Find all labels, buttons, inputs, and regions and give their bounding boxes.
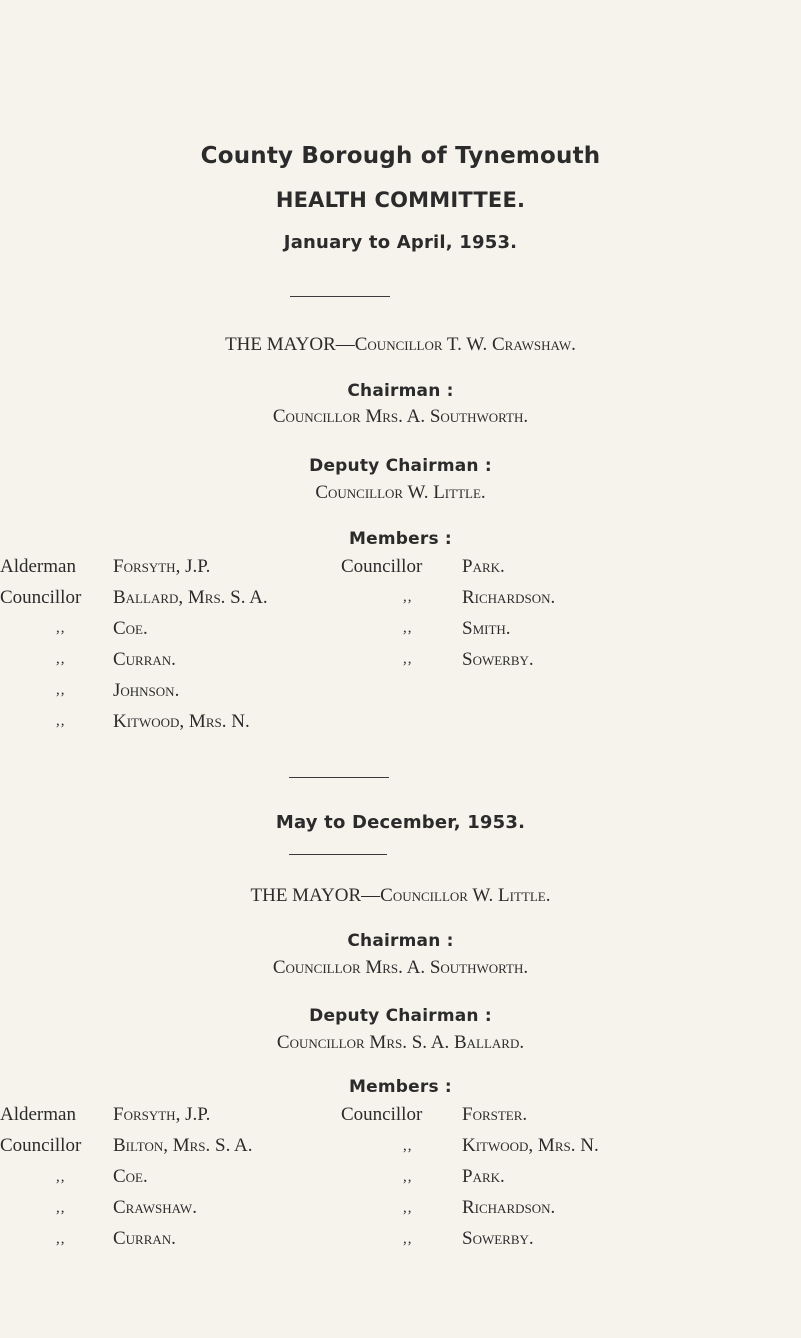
ditto-mark: ,, <box>56 620 66 636</box>
ditto-mark: ,, <box>56 682 66 698</box>
members-label: Members : <box>349 529 452 549</box>
ditto-mark: ,, <box>56 651 66 667</box>
member-name: Curran. <box>113 1228 176 1249</box>
member-name: Curran. <box>113 649 176 670</box>
member-name: Forsyth, J.P. <box>113 556 211 577</box>
member-name: Coe. <box>113 1166 148 1187</box>
committee-title: HEALTH COMMITTEE. <box>275 188 526 212</box>
member-title: Councillor <box>341 556 423 577</box>
mayor-line: THE MAYOR—Councillor T. W. Crawshaw. <box>225 334 576 355</box>
borough-title: County Borough of Tynemouth <box>200 143 601 169</box>
divider <box>289 854 387 855</box>
ditto-mark: ,, <box>403 620 413 636</box>
deputy-chairman-label: Deputy Chairman : <box>309 1006 492 1026</box>
member-name: Park. <box>462 556 505 577</box>
member-name: Kitwood, Mrs. N. <box>462 1135 599 1156</box>
deputy-chairman-label: Deputy Chairman : <box>309 456 492 476</box>
member-name: Sowerby. <box>462 649 534 670</box>
member-title: Councillor <box>0 587 82 608</box>
ditto-mark: ,, <box>403 1138 413 1154</box>
member-name: Forster. <box>462 1104 528 1125</box>
ditto-mark: ,, <box>403 1169 413 1185</box>
divider <box>289 777 389 778</box>
mayor-line: THE MAYOR—Councillor W. Little. <box>250 885 551 906</box>
member-name: Sowerby. <box>462 1228 534 1249</box>
member-title: Alderman <box>0 556 76 577</box>
ditto-mark: ,, <box>56 1200 66 1216</box>
member-name: Johnson. <box>113 680 180 701</box>
period-1-heading: January to April, 1953. <box>283 232 518 253</box>
ditto-mark: ,, <box>403 1200 413 1216</box>
member-name: Ballard, Mrs. S. A. <box>113 587 268 608</box>
ditto-mark: ,, <box>403 651 413 667</box>
deputy-chairman-name: Councillor Mrs. S. A. Ballard. <box>276 1032 525 1053</box>
member-name: Richardson. <box>462 1197 556 1218</box>
member-name: Forsyth, J.P. <box>113 1104 211 1125</box>
member-name: Coe. <box>113 618 148 639</box>
ditto-mark: ,, <box>403 1231 413 1247</box>
member-title: Alderman <box>0 1104 76 1125</box>
chairman-label: Chairman : <box>347 931 454 951</box>
member-name: Park. <box>462 1166 505 1187</box>
member-name: Kitwood, Mrs. N. <box>113 711 250 732</box>
chairman-label: Chairman : <box>347 381 454 401</box>
ditto-mark: ,, <box>403 589 413 605</box>
ditto-mark: ,, <box>56 713 66 729</box>
member-name: Crawshaw. <box>113 1197 197 1218</box>
ditto-mark: ,, <box>56 1231 66 1247</box>
ditto-mark: ,, <box>56 1169 66 1185</box>
member-title: Councillor <box>0 1135 82 1156</box>
chairman-name: Councillor Mrs. A. Southworth. <box>272 957 529 978</box>
member-title: Councillor <box>341 1104 423 1125</box>
period-2-heading: May to December, 1953. <box>275 812 526 833</box>
divider <box>290 296 390 297</box>
member-name: Bilton, Mrs. S. A. <box>113 1135 253 1156</box>
deputy-chairman-name: Councillor W. Little. <box>315 482 486 503</box>
member-name: Richardson. <box>462 587 556 608</box>
members-label: Members : <box>349 1077 452 1097</box>
member-name: Smith. <box>462 618 511 639</box>
chairman-name: Councillor Mrs. A. Southworth. <box>272 406 529 427</box>
